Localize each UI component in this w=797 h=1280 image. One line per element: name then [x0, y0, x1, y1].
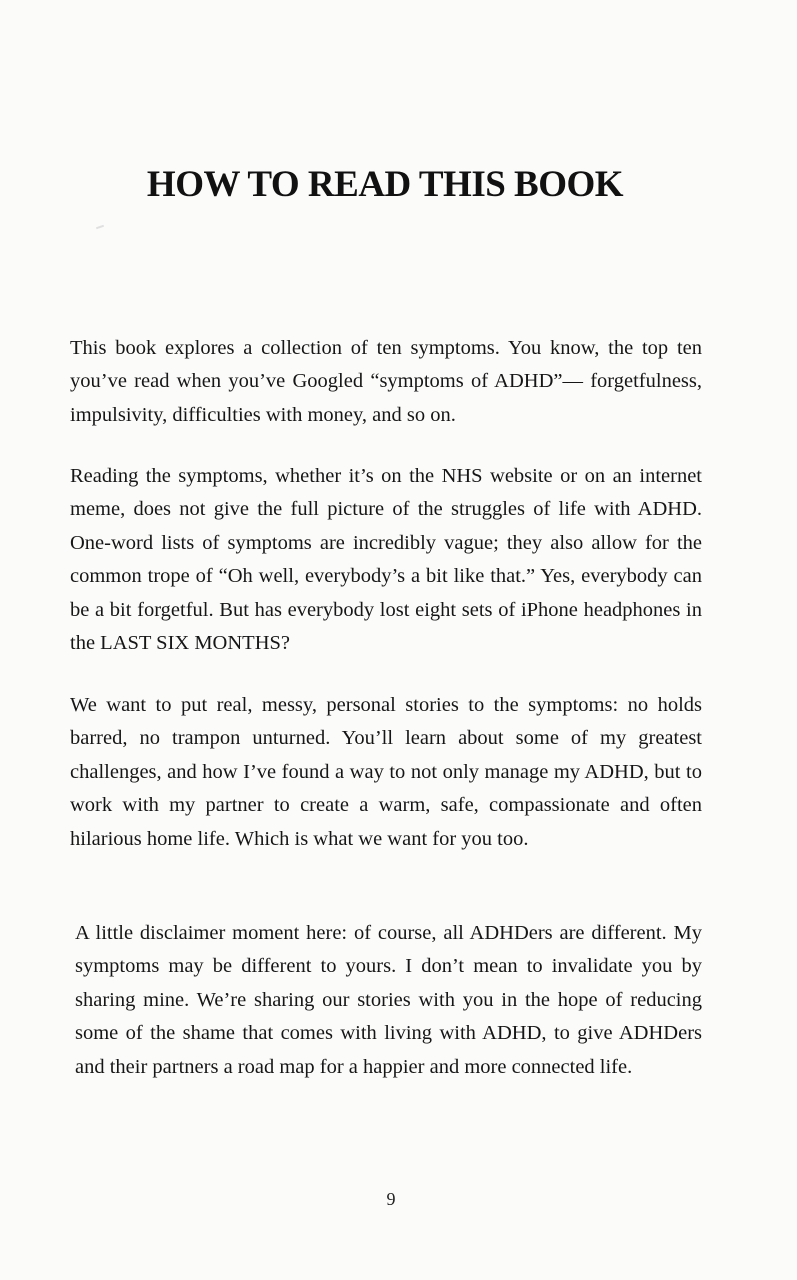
body-paragraph-1: This book explores a collection of ten symptoms. You know, the top ten you’ve read when you’ve Googled “symptoms of ADHD”— forgetfulness, impulsivity, difficulties with money, and so on.: [70, 337, 702, 426]
scan-speck: [96, 225, 104, 230]
page-number: 9: [386, 1189, 396, 1209]
body-paragraph-2: Reading the symptoms, whether it’s on the NHS website or on an internet meme, does not give the full picture of the struggles of life with ADHD. One-word lists of symptoms are incredibly vague; they also allow for the common trope of “Oh well, everybody’s a bit like that.” Yes, everybody can be a bit forgetful. But has everybody lost eight sets of iPhone headphones in the LAST SIX MONTHS?: [70, 465, 702, 655]
chapter-title: HOW TO READ THIS BOOK: [146, 164, 624, 205]
body-paragraph-4: A little disclaimer moment here: of course, all ADHDers are different. My symptoms may be different to yours. I don’t mean to invalidate you by sharing mine. We’re sharing our stories with you in the hope of reducing some of the shame that comes with living with ADHD, to give ADHDers and their partners a road map for a happier and more connected life.: [75, 922, 702, 1078]
body-paragraph-3: We want to put real, messy, personal stories to the symptoms: no holds barred, no trampon unturned. You’ll learn about some of my greatest challenges, and how I’ve found a way to not only manage my ADHD, but to work with my partner to create a warm, safe, compassionate and often hilarious home life. Which is what we want for you too.: [70, 694, 702, 850]
